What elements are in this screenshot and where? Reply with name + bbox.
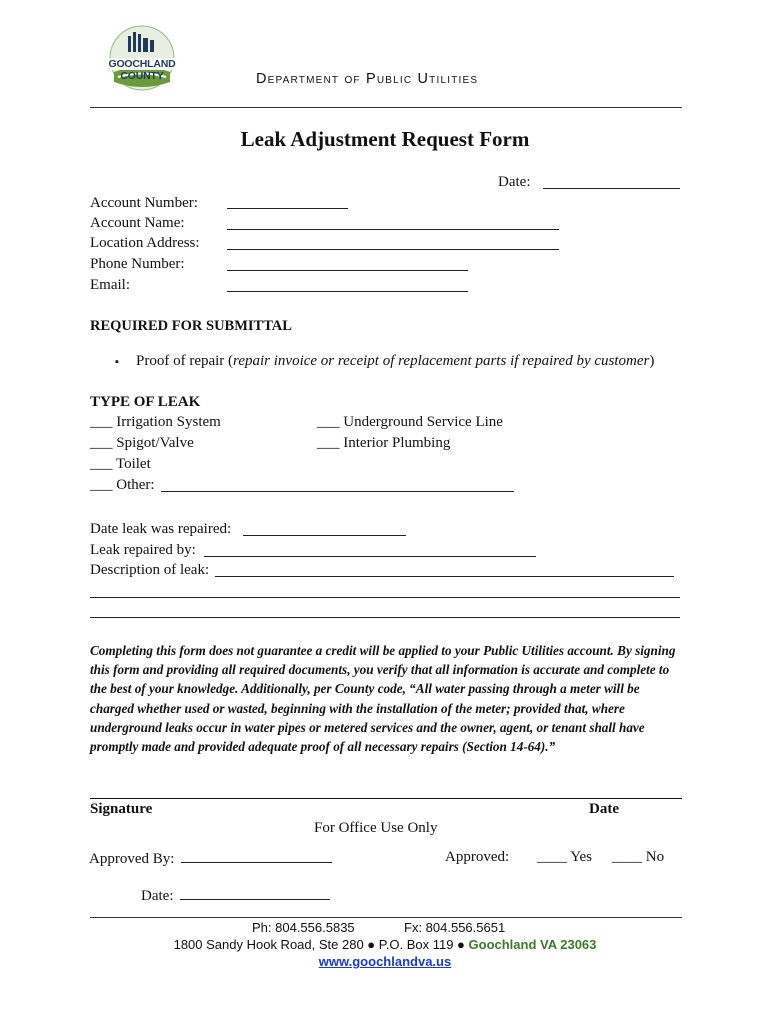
header-divider [90,107,682,108]
required-heading: REQUIRED FOR SUBMITTAL [90,318,292,334]
required-item-italic: repair invoice or receipt of replacement parts if repaired by customer [233,353,650,369]
footer-address-text: 1800 Sandy Hook Road, Ste 280 ● P.O. Box 119 ● [173,937,469,952]
account-number-label: Account Number: [90,195,198,211]
website-link[interactable]: www.goochlandva.us [318,954,452,969]
required-item [136,353,654,370]
description-field-1[interactable] [215,576,674,577]
footer-divider [90,917,682,918]
leak-option-toilet[interactable]: ___ Toilet [90,456,151,472]
footer-address [0,937,770,952]
location-address-label: Location Address: [90,235,200,251]
date-label: Date: [498,174,531,190]
bullet-icon: ▪ [115,356,119,368]
leak-option-spigot[interactable]: ___ Spigot/Valve [90,435,194,451]
leak-option-underground[interactable]: ___ Underground Service Line [317,414,503,430]
date-repaired-label: Date leak was repaired: [90,521,232,537]
location-address-field[interactable] [227,249,559,250]
leak-option-interior[interactable]: ___ Interior Plumbing [317,435,451,451]
account-name-field[interactable] [227,229,559,230]
approved-no-option[interactable]: ____ No [612,849,665,865]
leak-option-other[interactable]: ___ Other: [90,477,155,493]
leak-other-field[interactable] [161,491,514,492]
approved-yes-option[interactable]: ____ Yes [537,849,593,865]
description-label: Description of leak: [90,562,210,578]
signature-line [90,798,682,799]
description-field-2[interactable] [90,597,680,598]
footer-fax: Fx: 804.556.5651 [404,920,506,935]
signature-date-label: Date [589,801,619,817]
phone-number-label: Phone Number: [90,256,185,272]
description-field-3[interactable] [90,617,680,618]
leak-type-heading: TYPE OF LEAK [90,394,201,410]
approved-by-label: Approved By: [89,851,175,867]
office-use-heading: For Office Use Only [314,820,438,836]
approved-label: Approved: [445,849,510,865]
required-item-close: ) [649,353,655,369]
email-field[interactable] [227,291,468,292]
footer-phone: Ph: 804.556.5835 [252,920,355,935]
approved-by-field[interactable] [181,862,332,863]
account-name-label: Account Name: [90,215,185,231]
date-repaired-field[interactable] [243,535,406,536]
county-logo [92,22,192,102]
disclaimer-notice: Completing this form does not guarantee a credit will be applied to your Public Utilities account. By signing this form and providing all required documents, you verify that all information is accurate and complete to the best of your knowledge. Additionally, per County code, “All water passing through a meter will be charged whether used or wasted, beginning with the installation of the meter; provided that, where underground leaks occur in water pipes or metered services and the owner, agent, or tenant shall have promptly made and provided adequate proof of all necessary repairs (Section 14-64).” [90,643,676,755]
email-label: Email: [90,277,130,293]
leak-option-irrigation[interactable]: ___ Irrigation System [90,414,221,430]
footer-city: Goochland VA 23063 [468,937,597,952]
signature-label: Signature [90,801,153,817]
account-number-field[interactable] [227,208,348,209]
department-name: Department of Public Utilities [256,71,479,87]
office-date-label: Date: [141,888,174,904]
office-date-field[interactable] [180,899,330,900]
required-item-text: Proof of repair ( [136,353,234,369]
form-title: Leak Adjustment Request Form [240,127,530,151]
repaired-by-label: Leak repaired by: [90,542,196,558]
phone-number-field[interactable] [227,270,468,271]
date-field[interactable] [543,188,680,189]
logo-text: GOOCHLAND COUNTY [108,58,176,82]
repaired-by-field[interactable] [204,556,536,557]
